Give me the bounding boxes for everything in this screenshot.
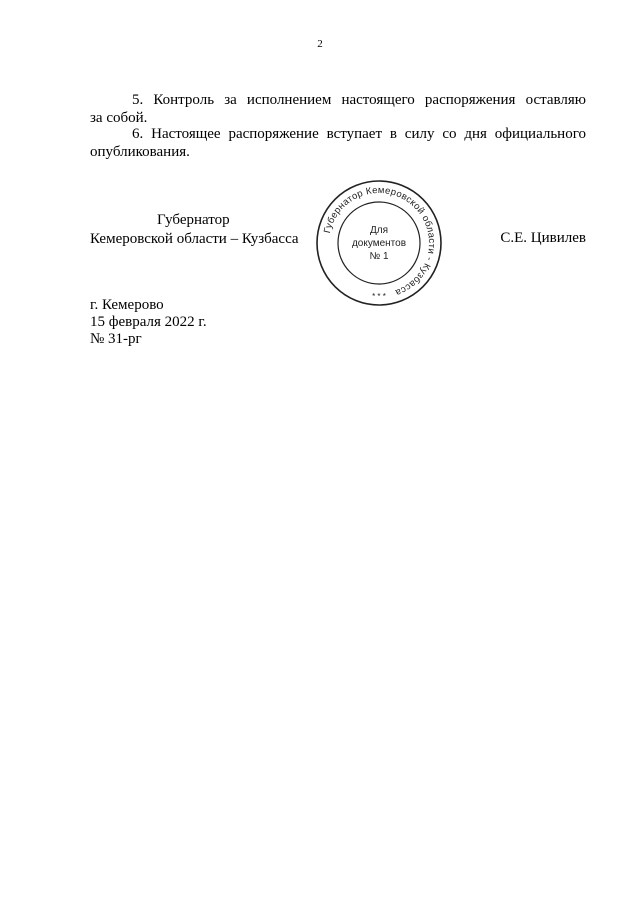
paragraph-6-rest: опубликования. — [90, 144, 190, 160]
stamp-ring-text: Губернатор Кемеровской области - Кузбасса — [322, 184, 438, 298]
footer-date: 15 февраля 2022 г. — [90, 314, 207, 330]
paragraph-6 — [90, 125, 586, 161]
footer-city: г. Кемерово — [90, 297, 164, 313]
paragraph-5-first-line: 5. Контроль за исполнением настоящего распоряжения оставляю — [132, 92, 586, 108]
document-footer — [90, 297, 207, 348]
signatory-title — [90, 211, 299, 249]
footer-number: № 31-рг — [90, 331, 142, 347]
signatory-title-line2: Кемеровской области – Кузбасса — [90, 231, 299, 247]
signatory-name: С.Е. Цивилев — [500, 230, 586, 246]
official-stamp — [314, 178, 444, 308]
signatory-title-line1: Губернатор — [157, 212, 230, 228]
stamp-center-line1: Для — [369, 225, 389, 236]
stamp-center-line2: документов — [351, 238, 407, 249]
paragraph-5 — [90, 91, 586, 127]
paragraph-6-first-line: 6. Настоящее распоряжение вступает в силу со дня официального — [132, 126, 586, 142]
page-number: 2 — [317, 38, 323, 50]
stamp-stars: * * * — [372, 292, 386, 301]
paragraph-5-rest: за собой. — [90, 110, 148, 126]
stamp-center-line3: № 1 — [369, 251, 389, 262]
